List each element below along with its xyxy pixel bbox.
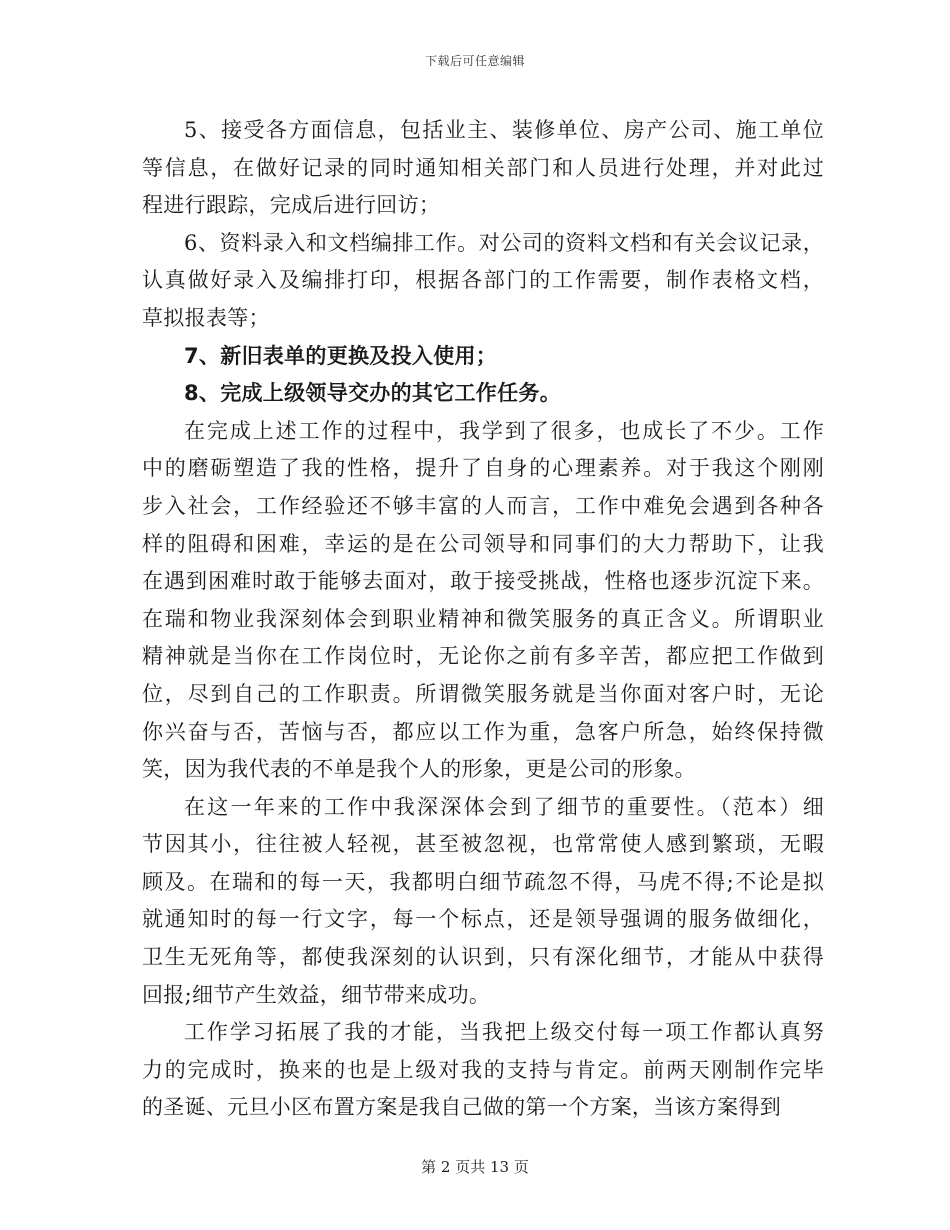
text-line: 就通知时的每一行文字，每一个标点，还是领导强调的服务做细化， [142, 907, 824, 932]
text-line: 中的磨砺塑造了我的性格，提升了自身的心理素养。对于我这个刚刚 [142, 456, 824, 481]
text-line: 5、接受各方面信息，包括业主、装修单位、房产公司、施工单位 [184, 118, 824, 142]
paragraph [142, 413, 824, 789]
page-number: 第 2 页共 13 页 [421, 1158, 529, 1176]
page-header: 下载后可任意编辑 [424, 54, 525, 68]
text-line: 卫生无死角等，都使我深刻的认识到，只有深化细节，才能从中获得 [142, 945, 824, 970]
text-line: 位，尽到自己的工作职责。所谓微笑服务就是当你面对客户时，无论 [142, 681, 824, 706]
paragraph [142, 225, 824, 338]
text-line: 你兴奋与否，苦恼与否，都应以工作为重，急客户所急，始终保持微 [142, 719, 824, 744]
text-line: 回报;细节产生效益，细节带来成功。 [142, 982, 491, 1007]
text-line: 在遇到困难时敢于能够去面对，敢于接受挑战，性格也逐步沉淀下来。 [142, 569, 824, 594]
text-line: 精神就是当你在工作岗位时，无论你之前有多辛苦，都应把工作做到 [142, 644, 824, 669]
text-line: 在这一年来的工作中我深深体会到了细节的重要性。（范本）细 [184, 794, 824, 819]
paragraph [142, 1014, 824, 1127]
text-line: 在完成上述工作的过程中，我学到了很多，也成长了不少。工作 [184, 418, 824, 443]
text-line: 8、完成上级领导交办的其它工作任务。 [184, 381, 562, 406]
document-body [142, 112, 824, 1127]
text-line: 笑，因为我代表的不单是我个人的形象，更是公司的形象。 [142, 757, 696, 782]
text-line: 工作学习拓展了我的才能，当我把上级交付每一项工作都认真努 [184, 1020, 824, 1045]
text-line: 节因其小，往往被人轻视，甚至被忽视，也常常使人感到繁琐，无暇 [142, 832, 824, 857]
bold-list-item [142, 375, 824, 413]
paragraph [142, 789, 824, 1015]
text-line: 认真做好录入及编排打印，根据各部门的工作需要，制作表格文档， [142, 268, 824, 293]
text-line: 的圣诞、元旦小区布置方案是我自己做的第一个方案，当该方案得到 [142, 1095, 781, 1120]
text-line: 7、新旧表单的更换及投入使用； [184, 343, 498, 368]
text-line: 步入社会，工作经验还不够丰富的人而言，工作中难免会遇到各种各 [142, 493, 824, 518]
text-line: 等信息，在做好记录的同时通知相关部门和人员进行处理，并对此过 [142, 155, 824, 180]
text-line: 力的完成时，换来的也是上级对我的支持与肯定。前两天刚制作完毕 [142, 1057, 824, 1082]
bold-list-item [142, 338, 824, 376]
text-line: 样的阻碍和困难，幸运的是在公司领导和同事们的大力帮助下，让我 [142, 531, 824, 556]
text-line: 6、资料录入和文档编排工作。对公司的资料文档和有关会议记录， [184, 230, 824, 255]
text-line: 程进行跟踪，完成后进行回访； [142, 193, 441, 218]
text-line: 顾及。在瑞和的每一天，我都明白细节疏忽不得，马虎不得;不论是拟 [142, 869, 824, 894]
text-line: 草拟报表等； [142, 305, 270, 330]
paragraph [142, 112, 824, 225]
text-line: 在瑞和物业我深刻体会到职业精神和微笑服务的真正含义。所谓职业 [142, 606, 824, 631]
